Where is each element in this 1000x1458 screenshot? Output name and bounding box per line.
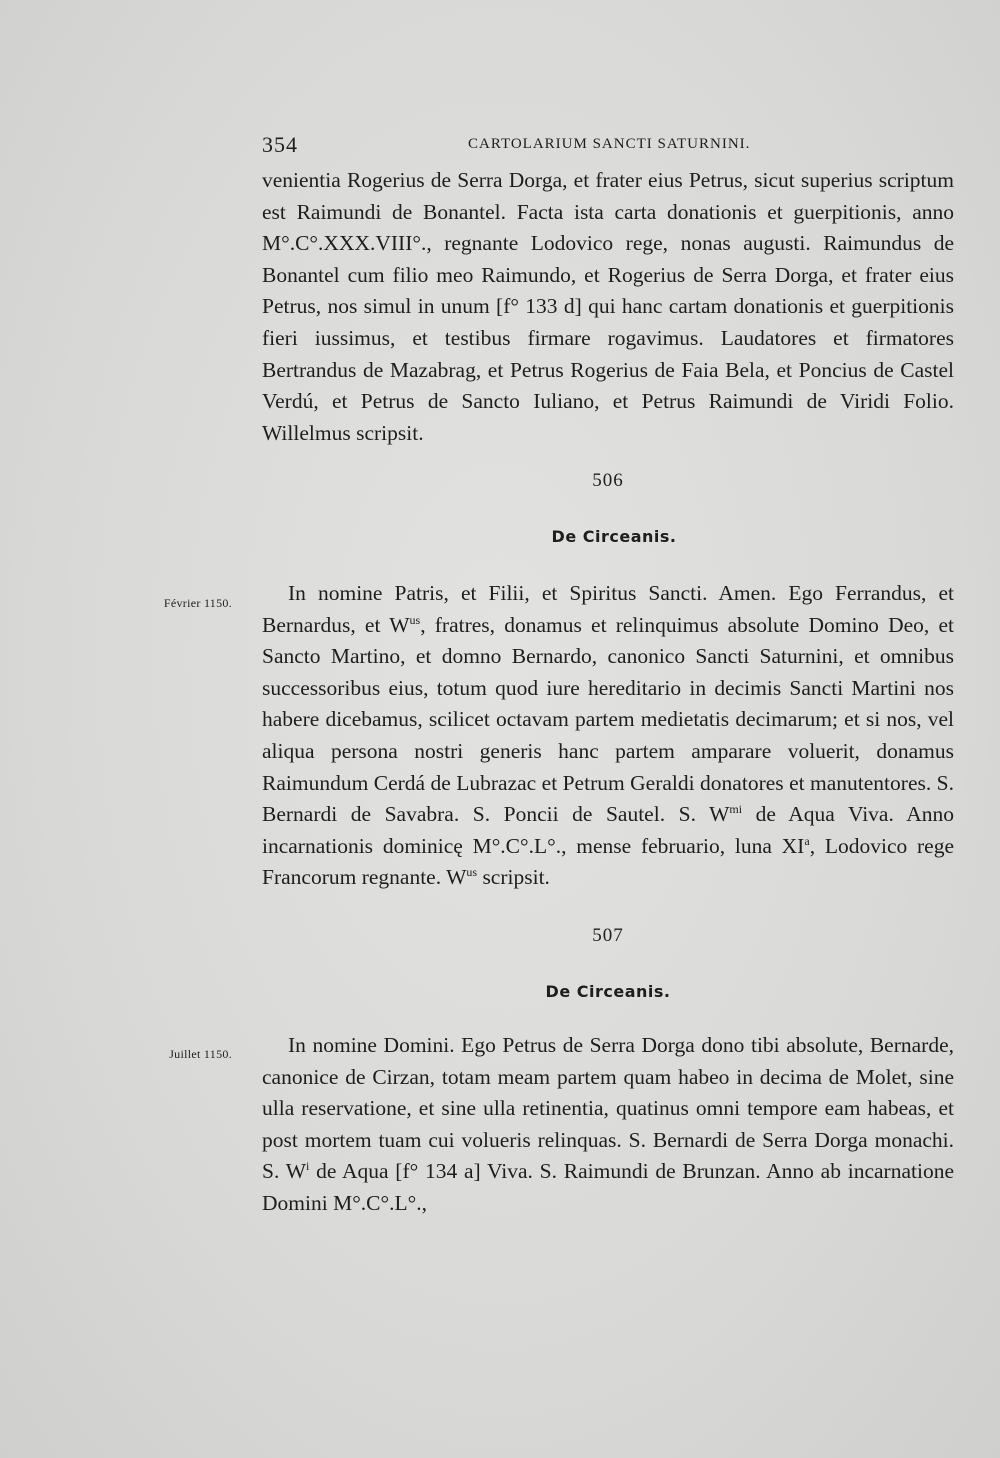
text-run: de Aqua Viva. Anno incarnationis dominicę M°.C°.L°., mense februario, luna XI — [262, 802, 954, 858]
text-run: scripsit. — [477, 865, 550, 890]
charter-text — [262, 578, 954, 894]
continued-charter-text — [262, 165, 954, 449]
running-title: CARTOLARIUM SANCTI SATURNINI. — [468, 136, 751, 152]
page-number: 354 — [262, 132, 298, 157]
charter-number: 507 — [592, 925, 624, 946]
margin-date: Février 1150. — [163, 596, 232, 610]
superscript: us — [409, 612, 421, 627]
superscript: a — [804, 833, 810, 848]
text-run: , Lodovico rege Francorum regnante. W — [262, 833, 954, 890]
charter-heading: De Circeanis. — [545, 982, 671, 1001]
running-head — [262, 132, 952, 162]
paragraph — [262, 578, 954, 894]
margin-date: Juillet 1150. — [169, 1047, 232, 1061]
superscript: mi — [729, 802, 743, 816]
paragraph: venientia Rogerius de Serra Dorga, et frater eius Petrus, sicut superius scriptum est Raimundi de Bonantel. Facta ista carta donationis et guerpitionis, anno M°.C°.XXX.VIII°., regnante Lodovico rege, nonas augusti. Raimundus de Bonantel cum filio meo Raimundo, et Rogerius de Serra Dorga, et frater eius Petrus, nos simul in unum [f° 133 d] qui hanc cartam donationis et guerpitionis fieri iussimus, et testibus firmare rogavimus. Laudatores et firmatores Bertrandus de Mazabrag, et Petrus Rogerius de Faia Bela, et Poncius de Castel Verdú, et Petrus de Sancto Iuliano, et Petrus Raimundi de Viridi Folio. Willelmus scripsit. — [262, 168, 954, 445]
charter-heading: De Circeanis. — [551, 527, 677, 546]
text-run: In nomine Domini. Ego Petrus de Serra Dorga dono tibi absolute, Bernarde, canonice de Cirzan, totam meam partem quam habeo in decima de Molet, sine ulla reservatione, et sine ulla retinentia, quatinus omni tempore eam habeas, et post mortem tuam cui volueris relinquas. S. Bernardi de Serra Dorga monachi. S. W — [262, 1033, 954, 1184]
charter-number: 506 — [592, 470, 624, 491]
text-run: In nomine Patris, et Filii, et Spiritus Sancti. Amen. Ego Ferrandus, et Bernardus, et W — [262, 581, 954, 637]
text-run: de Aqua [f° 134 a] Viva. S. Raimundi de Brunzan. Anno ab incarnatione Domini M°.C°.L°., — [262, 1159, 954, 1215]
text-run: , fratres, donamus et relinquimus absolute Domino Deo, et Sancto Martino, et domno Bernardo, canonico Sancti Saturnini, et omnibus successoribus eius, totum quod iure hereditario in decimis Sancti Martini nos habere dicebamus, scilicet octavam partem medietatis decimarum; et si nos, vel aliqua persona nostri generis hanc partem amparare voluerit, donamus Raimundum Cerdá de Lubrazac et Petrum Geraldi donatores et manutentores. S. Bernardi de Savabra. S. Poncii de Sautel. S. W — [262, 612, 954, 827]
superscript: us — [466, 865, 478, 880]
paragraph — [262, 1030, 954, 1220]
superscript: i — [306, 1159, 310, 1174]
charter-text — [262, 1030, 954, 1220]
